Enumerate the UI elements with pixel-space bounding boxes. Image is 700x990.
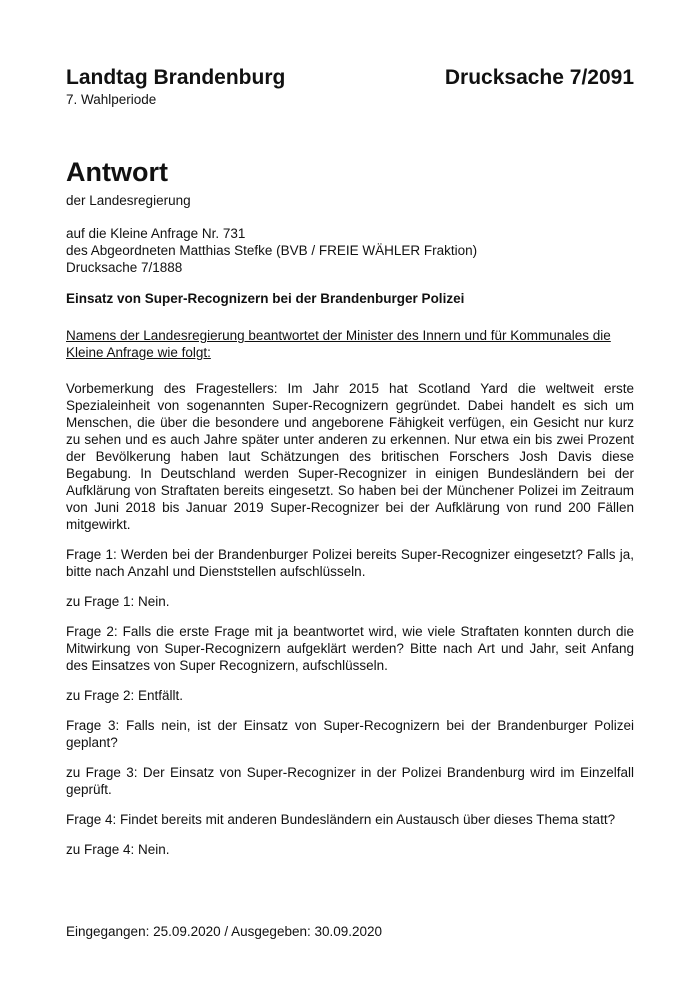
document-header (66, 66, 634, 92)
document-subtitle: der Landesregierung (66, 193, 191, 208)
question-1: Frage 1: Werden bei der Brandenburger Polizei bereits Super-Recognizer eingesetzt? Falls ja, bitte nach Anzahl und Dienststellen aufschlüsseln. (66, 547, 634, 579)
answer-intro: Namens der Landesregierung beantwortet der Minister des Innern und für Kommunales die Kleine Anfrage wie folgt: (66, 328, 611, 360)
answer-body (66, 380, 634, 871)
document-number: Drucksache 7/2091 (444, 66, 634, 89)
inquiry-subject: Einsatz von Super-Recognizern bei der Brandenburger Polizei (66, 291, 465, 306)
question-4: Frage 4: Findet bereits mit anderen Bundesländern ein Austausch über dieses Thema statt? (66, 812, 616, 827)
receipt-dates: Eingegangen: 25.09.2020 / Ausgegeben: 30.09.2020 (66, 924, 383, 939)
answer-4: zu Frage 4: Nein. (66, 842, 170, 857)
answer-2: zu Frage 2: Entfällt. (66, 688, 184, 703)
question-3: Frage 3: Falls nein, ist der Einsatz von Super-Recognizern bei der Brandenburger Polizei geplant? (66, 718, 634, 750)
answer-1: zu Frage 1: Nein. (66, 594, 170, 609)
preliminary-remark: Vorbemerkung des Fragestellers: Im Jahr 2015 hat Scotland Yard die weltweit erste Spezialeinheit von sogenannten Super-Recognizern gegründet. Dabei handelt es sich um Menschen, die über die besondere und angeborene Fähigkeit verfügen, ein Gesicht nur kurz zu sehen und es auch Jahre später unter anderen zu erkennen. Nur etwa ein bis zwei Prozent der Bevölkerung haben laut Schätzungen des britischen Forschers Josh Davis diese Begabung. In Deutschland werden Super-Recognizer in einigen Bundesländern bei der Aufklärung von Straftaten bereits eingesetzt. So haben bei der Münchener Polizei im Zeitraum von Juni 2018 bis Januar 2019 Super-Recognizer bei der Aufklärung von rund 200 Fällen mitgewirkt. (66, 381, 634, 532)
legislative-period: 7. Wahlperiode (66, 92, 157, 107)
inquiry-reference (66, 225, 477, 276)
institution-name: Landtag Brandenburg (66, 66, 286, 89)
answer-3: zu Frage 3: Der Einsatz von Super-Recognizer in der Polizei Brandenburg wird im Einzelfall geprüft. (66, 765, 634, 797)
reference-line: auf die Kleine Anfrage Nr. 731 (66, 226, 246, 241)
document-title: Antwort (66, 157, 168, 187)
question-2: Frage 2: Falls die erste Frage mit ja beantwortet wird, wie viele Straftaten konnten durch die Mitwirkung von Super-Recognizern aufgeklärt werden? Bitte nach Art und Jahr, seit Anfang des Einsatzes von Super Recognizern, aufschlüsseln. (66, 624, 634, 673)
reference-line: des Abgeordneten Matthias Stefke (BVB / FREIE WÄHLER Fraktion) (66, 243, 478, 258)
reference-line: Drucksache 7/1888 (66, 260, 183, 275)
